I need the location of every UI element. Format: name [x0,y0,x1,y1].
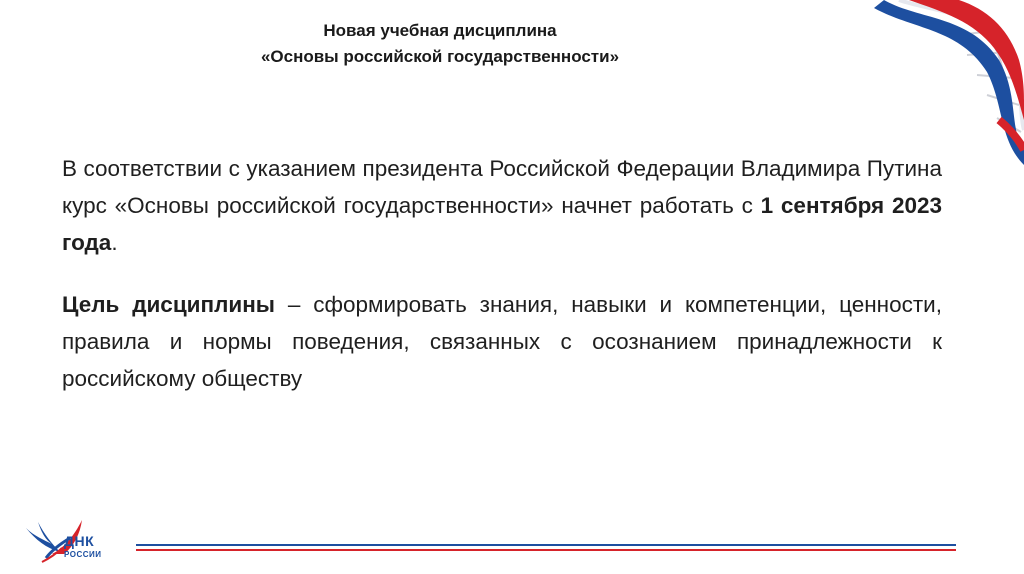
paragraph-1 [62,150,942,261]
footer-line-red [136,549,956,551]
paragraph-2-text: – сформировать знания, навыки и компетенции, ценности, правила и нормы поведения, связанных с осознанием принадлежности к российскому обществу [62,292,942,391]
paragraph-2-heading: Цель дисциплины [62,292,276,317]
slide-body [62,150,942,422]
footer-tricolor-lines [136,544,956,556]
logo-text-main: ДНК [64,533,95,549]
paragraph-1-date: 1 сентября 2023 года [62,193,942,255]
paragraph-1-end: . [111,230,118,255]
tricolor-ribbon-decoration [849,0,1024,170]
paragraph-2 [62,286,942,397]
footer-line-blue [136,544,956,546]
title-line-1: Новая учебная дисциплина [323,21,557,40]
title-line-2: «Основы российской государственности» [260,47,620,66]
paragraph-1-text: В соответствии с указанием президента Российской Федерации Владимира Путина курс «Основы российской государственности» начнет работать с [62,156,942,218]
slide-title [180,18,700,70]
logo-text-sub: РОССИИ [64,550,102,559]
